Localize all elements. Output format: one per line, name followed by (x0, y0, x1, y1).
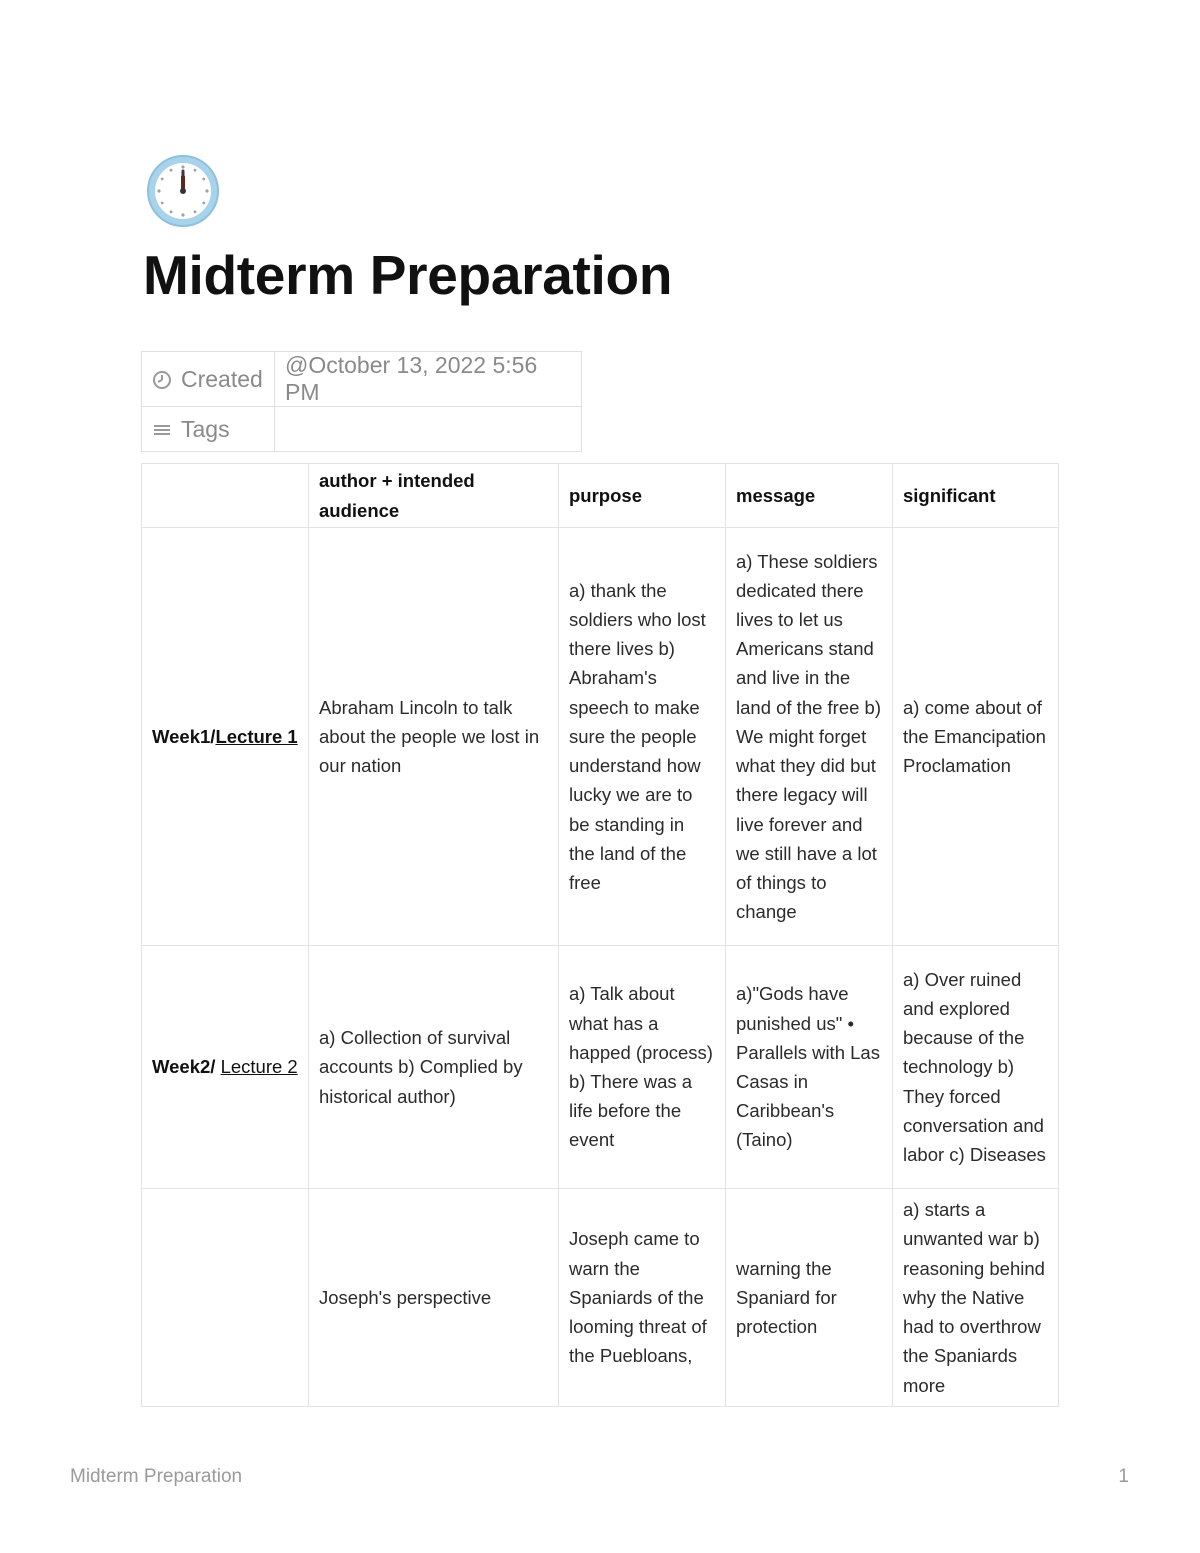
lecture-link[interactable]: Lecture 1 (215, 725, 298, 747)
properties-table (141, 351, 582, 452)
row-header (142, 1189, 309, 1407)
property-value-created[interactable]: @October 13, 2022 5:56 PM (275, 352, 582, 407)
table-cell: a) thank the soldiers who lost there lives b) Abraham's speech to make sure the people understand how lucky we are to be standing in the land of the free (559, 528, 726, 946)
row-week-label: Week2/ (152, 1056, 221, 1078)
table-cell: a) Collection of survival accounts b) Complied by historical author) (309, 946, 559, 1189)
property-label: Tags (181, 415, 230, 442)
column-header: message (726, 464, 893, 528)
footer-title: Midterm Preparation (70, 1466, 243, 1487)
property-row-tags (142, 407, 582, 452)
page-title: Midterm Preparation (143, 244, 673, 306)
lecture-link[interactable]: Lecture 2 (220, 1056, 298, 1078)
clock-small-icon (152, 370, 172, 390)
column-header: author + intended audience (309, 464, 559, 528)
table-row (142, 946, 1059, 1189)
table-cell: a) starts a unwanted war b) reasoning behind why the Native had to overthrow the Spaniards more (893, 1189, 1059, 1407)
row-header (142, 528, 309, 946)
table-cell: a) These soldiers dedicated there lives to let us Americans stand and live in the land of the free b) We might forget what they did but there legacy will live forever and we still have a lot of things to change (726, 528, 893, 946)
table-cell: Joseph came to warn the Spaniards of the looming threat of the Puebloans, (559, 1189, 726, 1407)
clock-icon (145, 153, 221, 229)
table-cell: a) Over ruined and explored because of the technology b) They forced conversation and labor c) Diseases (893, 946, 1059, 1189)
column-header: significant (893, 464, 1059, 528)
property-name-created[interactable] (142, 352, 275, 407)
list-icon (152, 420, 172, 440)
property-row-created (142, 352, 582, 407)
row-week-label: Week1/ (152, 725, 216, 747)
column-header: purpose (559, 464, 726, 528)
property-label: Created (181, 365, 263, 392)
property-value-tags[interactable] (275, 407, 582, 452)
table-cell: warning the Spaniard for protection (726, 1189, 893, 1407)
table-header-row (142, 464, 1059, 528)
table-row (142, 1189, 1059, 1407)
lecture-table (141, 463, 1059, 1407)
table-cell: a) come about of the Emancipation Proclamation (893, 528, 1059, 946)
table-cell: a) Talk about what has a happed (process) b) There was a life before the event (559, 946, 726, 1189)
column-header (142, 464, 309, 528)
table-cell: Abraham Lincoln to talk about the people we lost in our nation (309, 528, 559, 946)
property-name-tags[interactable] (142, 407, 275, 452)
row-header (142, 946, 309, 1189)
table-row (142, 528, 1059, 946)
table-cell: a)"Gods have punished us" • Parallels with Las Casas in Caribbean's (Taino) (726, 946, 893, 1189)
page-number: 1 (1118, 1466, 1129, 1487)
table-cell: Joseph's perspective (309, 1189, 559, 1407)
